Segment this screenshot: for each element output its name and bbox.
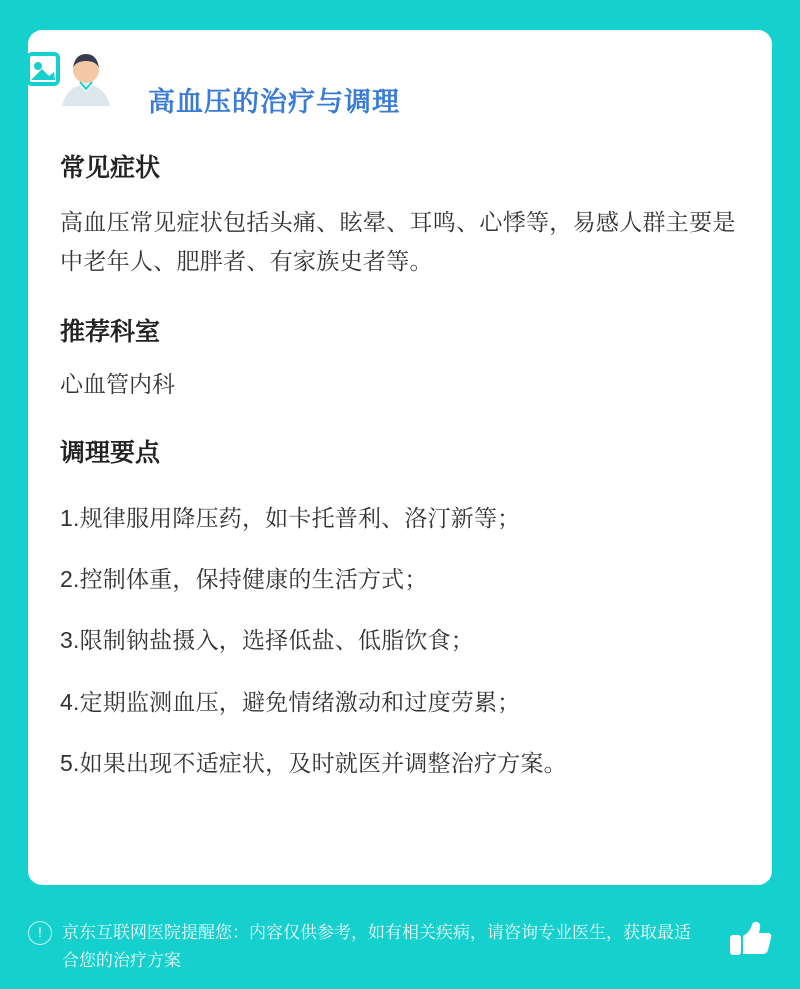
content-card — [28, 30, 772, 885]
page-title: 高血压的治疗与调理 — [148, 87, 400, 117]
section-heading-points: 调理要点 — [60, 439, 161, 468]
thumbs-up-icon[interactable] — [728, 919, 772, 959]
list-item: 4.定期监测血压，避免情绪激动和过度劳累； — [60, 688, 521, 715]
list-item: 3.限制钠盐摄入，选择低盐、低脂饮食； — [60, 627, 474, 654]
section-heading-department: 推荐科室 — [60, 317, 161, 346]
footer-disclaimer — [28, 919, 772, 975]
section-body-department: 心血管内科 — [60, 371, 175, 398]
list-item: 1.规律服用降压药，如卡托普利、洛汀新等； — [60, 504, 521, 531]
list-item: 5.如果出现不适症状，及时就医并调整治疗方案。 — [60, 749, 567, 776]
section-heading-symptoms: 常见症状 — [60, 154, 161, 183]
footer-text: 京东互联网医院提醒您：内容仅供参考，如有相关疾病，请咨询专业医生，获取最适合您的治疗方案 — [62, 922, 691, 970]
info-icon: ! — [28, 921, 52, 945]
section-body-symptoms: 高血压常见症状包括头痛、眩晕、耳鸣、心悸等，易感人群主要是中老年人、肥胖者、有家族史者等。 — [60, 208, 736, 275]
points-list — [60, 500, 740, 782]
doctor-avatar-icon — [18, 40, 114, 136]
list-item: 2.控制体重，保持健康的生活方式； — [60, 566, 428, 593]
